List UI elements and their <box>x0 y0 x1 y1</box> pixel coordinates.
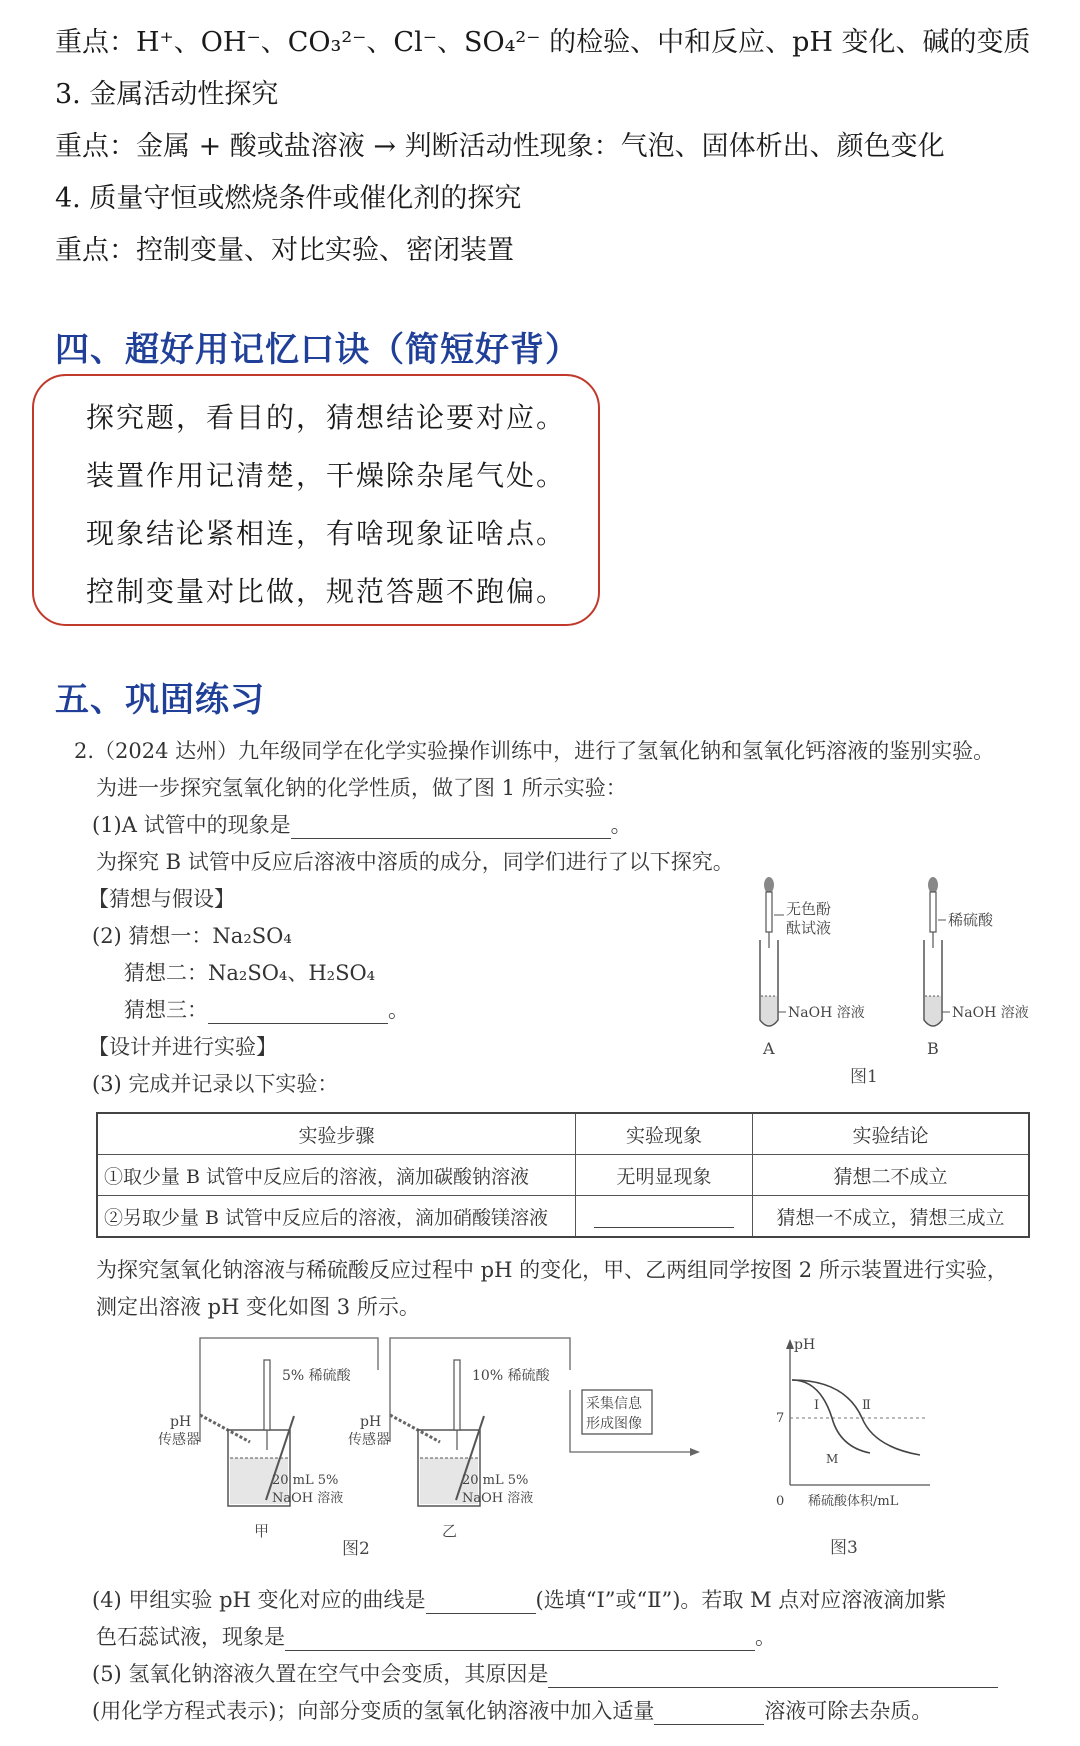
yi-acid-label: 10% 稀硫酸 <box>472 1368 550 1384</box>
table-header-steps: 实验步骤 <box>97 1113 576 1155</box>
hypothesis-3-label: 猜想三： <box>124 998 208 1022</box>
focus-line-metal: 重点：金属 + 酸或盐溶液 → 判断活动性现象：气泡、固体析出、颜色变化 <box>55 131 945 162</box>
question-1 <box>92 811 632 839</box>
answer-blank-phenomenon[interactable] <box>594 1205 734 1228</box>
solution-a-label: NaOH 溶液 <box>788 1005 865 1021</box>
jia-solution-line1: 20 mL 5% <box>272 1473 339 1488</box>
figure-3-caption: 图3 <box>830 1538 858 1558</box>
table-cell-conclusion: 猜想二不成立 <box>753 1155 1030 1196</box>
origin-label: 0 <box>776 1494 785 1509</box>
question-3: (3) 完成并记录以下实验： <box>92 1072 339 1096</box>
table-cell-step: ①取少量 B 试管中反应后的溶液，滴加碳酸钠溶液 <box>97 1155 576 1196</box>
curve-1-label: Ⅰ <box>814 1398 820 1413</box>
tube-a-label: A <box>763 1039 775 1058</box>
table-cell-phenomenon: 无明显现象 <box>576 1155 753 1196</box>
table-header-conclusion: 实验结论 <box>753 1113 1030 1155</box>
answer-blank-1[interactable] <box>291 816 611 839</box>
collector-line1: 采集信息 <box>586 1396 642 1412</box>
question-4-text-2: (选填“Ⅰ”或“Ⅱ”)。若取 M 点对应溶液滴加紫 <box>535 1588 947 1612</box>
table-header-phenomenon: 实验现象 <box>576 1113 753 1155</box>
question-5-text-2: (用化学方程式表示)；向部分变质的氢氧化钠溶液中加入适量 <box>92 1699 655 1723</box>
yi-label: 乙 <box>442 1522 458 1540</box>
focus-line-control: 重点：控制变量、对比实验、密闭装置 <box>55 235 514 266</box>
answer-blank-equation[interactable] <box>548 1665 998 1688</box>
hypothesis-3 <box>124 996 409 1024</box>
section-heading-practice: 五、巩固练习 <box>55 680 265 720</box>
tube-b-label: B <box>927 1039 939 1058</box>
ph-intro-2: 测定出溶液 pH 变化如图 3 所示。 <box>96 1295 420 1319</box>
jia-solution-line2: NaOH 溶液 <box>272 1491 344 1506</box>
yi-solution-line1: 20 mL 5% <box>462 1473 529 1488</box>
question-4 <box>92 1586 946 1614</box>
table-cell-phenomenon-blank[interactable] <box>576 1196 753 1238</box>
dropper-b <box>928 877 938 948</box>
figure-1-caption: 图1 <box>850 1067 878 1087</box>
tick-7: 7 <box>776 1411 785 1426</box>
solution-b-label: NaOH 溶液 <box>952 1005 1029 1021</box>
question-4-line-2 <box>96 1623 776 1651</box>
hypothesis-1-label: (2) 猜想一： <box>92 924 213 948</box>
y-axis-label: pH <box>794 1337 816 1353</box>
hypothesis-1-value: Na₂SO₄ <box>212 924 292 948</box>
b-tube-intro: 为探究 B 试管中反应后溶液中溶质的成分，同学们进行了以下探究。 <box>96 850 734 874</box>
table-row <box>97 1196 1029 1238</box>
question-1-text: (1)A 试管中的现象是 <box>92 813 291 837</box>
jia-sensor-line1: pH <box>170 1414 192 1430</box>
mnemonic-line: 探究题，看目的，猜想结论要对应。 <box>86 401 567 434</box>
item-metal-activity: 3. 金属活动性探究 <box>55 79 279 110</box>
figure-3 <box>770 1335 940 1560</box>
hypothesis-2-value: Na₂SO₄、H₂SO₄ <box>208 961 376 985</box>
hypothesis-2-label: 猜想二： <box>124 961 208 985</box>
ph-intro: 为探究氢氧化钠溶液与稀硫酸反应过程中 pH 的变化，甲、乙两组同学按图 2 所示装置进行实验， <box>96 1258 1008 1282</box>
reagent-b-label: 稀硫酸 <box>948 911 994 929</box>
curve-2-label: Ⅱ <box>862 1398 871 1413</box>
figure-1 <box>740 870 1040 1090</box>
yi-solution-line2: NaOH 溶液 <box>462 1491 534 1506</box>
collector-line2: 形成图像 <box>586 1416 642 1432</box>
question-intro: 2.（2024 达州）九年级同学在化学实验操作训练中，进行了氢氧化钠和氢氧化钙溶液的鉴别实验。 <box>74 739 995 763</box>
mnemonic-line: 现象结论紧相连，有啥现象证啥点。 <box>86 517 567 550</box>
table-row <box>97 1155 1029 1196</box>
question-4-text: (4) 甲组实验 pH 变化对应的曲线是 <box>92 1588 426 1612</box>
section-heading-mnemonic: 四、超好用记忆口诀（简短好背） <box>55 330 580 370</box>
x-axis-label: 稀硫酸体积/mL <box>808 1494 899 1509</box>
mnemonic-line: 装置作用记清楚，干燥除杂尾气处。 <box>86 459 567 492</box>
table-cell-conclusion: 猜想一不成立，猜想三成立 <box>753 1196 1030 1238</box>
question-5-end: 溶液可除去杂质。 <box>764 1699 933 1723</box>
mnemonic-box <box>32 374 600 626</box>
answer-blank-curve[interactable] <box>426 1591 536 1614</box>
table-header-row <box>97 1113 1029 1155</box>
point-m-label: M <box>826 1452 839 1466</box>
jia-acid-label: 5% 稀硫酸 <box>282 1368 351 1384</box>
jia-label: 甲 <box>254 1522 270 1540</box>
reagent-a-line2: 酞试液 <box>786 919 832 937</box>
dropper-a <box>764 877 774 948</box>
item-conservation: 4. 质量守恒或燃烧条件或催化剂的探究 <box>55 183 522 214</box>
yi-sensor-line2: 传感器 <box>348 1432 390 1448</box>
test-tube-b <box>924 940 942 1026</box>
question-5 <box>92 1660 998 1688</box>
hypothesis-2 <box>124 959 375 987</box>
jia-sensor-line2: 传感器 <box>158 1432 200 1448</box>
figure-2 <box>158 1330 710 1560</box>
hypothesis-title: 【猜想与假设】 <box>88 887 235 911</box>
answer-blank-hypothesis-3[interactable] <box>208 1001 388 1024</box>
answer-blank-reagent[interactable] <box>654 1702 764 1725</box>
question-5-text: (5) 氢氧化钠溶液久置在空气中会变质，其原因是 <box>92 1662 549 1686</box>
focus-line-acid-base: 重点：H⁺、OH⁻、CO₃²⁻、Cl⁻、SO₄²⁻ 的检验、中和反应、pH 变化、碱的变质 <box>55 27 1031 58</box>
design-title: 【设计并进行实验】 <box>88 1035 277 1059</box>
question-4-text-3: 色石蕊试液，现象是 <box>96 1625 285 1649</box>
question-5-line-2 <box>92 1697 932 1725</box>
answer-blank-phenomenon-m[interactable] <box>285 1628 755 1651</box>
curve-1 <box>792 1380 870 1453</box>
hypothesis-1 <box>92 922 292 950</box>
yi-sensor-line1: pH <box>360 1414 382 1430</box>
experiment-table <box>96 1112 1030 1238</box>
mnemonic-line: 控制变量对比做，规范答题不跑偏。 <box>86 575 567 608</box>
question-4-end: 。 <box>755 1625 776 1649</box>
table-cell-step: ②另取少量 B 试管中反应后的溶液，滴加硝酸镁溶液 <box>97 1196 576 1238</box>
figure-2-caption: 图2 <box>342 1539 370 1559</box>
question-1-end: 。 <box>610 813 632 837</box>
test-tube-a <box>760 940 778 1026</box>
reagent-a-line1: 无色酚 <box>786 900 832 918</box>
question-intro-2: 为进一步探究氢氧化钠的化学性质，做了图 1 所示实验： <box>96 776 627 800</box>
hypothesis-3-end: 。 <box>388 998 409 1022</box>
